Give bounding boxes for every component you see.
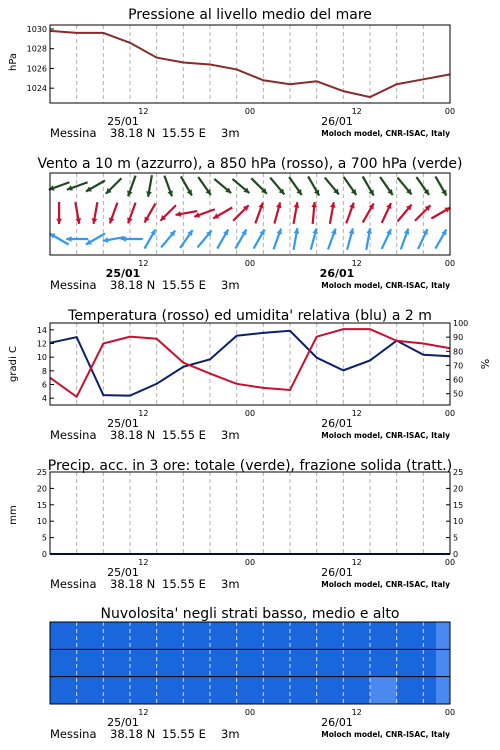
wind-arrow: [274, 229, 282, 250]
wind-arrow: [160, 205, 176, 221]
wind-arrow: [75, 202, 81, 224]
cloud-cell: [157, 677, 184, 704]
wind-arrow: [232, 179, 249, 193]
model-credit: Moloch model, CNR-ISAC, Italy: [321, 431, 450, 440]
wind-arrow: [347, 228, 354, 249]
wind-arrow: [363, 203, 374, 222]
x-tick-label: 00: [244, 558, 256, 567]
cloud-cell: [103, 649, 130, 676]
station-name: Messina: [50, 577, 97, 591]
station-lon: 15.55 E: [162, 727, 206, 741]
y2-tick-label: 50: [453, 389, 464, 399]
wind-arrow-head: [56, 219, 62, 224]
date-label: 25/01: [107, 716, 139, 729]
cloud-cell: [237, 622, 264, 649]
y2-tick-label: 100: [453, 319, 469, 328]
station-lat: 38.18 N: [110, 428, 156, 442]
x-tick-label: 00: [244, 259, 256, 268]
cloud-cell: [343, 649, 370, 676]
y2-tick-label: 70: [453, 361, 464, 371]
wind-arrow: [382, 203, 392, 223]
date-label: 26/01: [321, 566, 353, 579]
y-tick-label: 10: [36, 517, 47, 527]
wind-arrow: [109, 203, 117, 224]
wind-arrow: [344, 177, 357, 195]
wind-arrow: [49, 182, 70, 190]
y2-tick-label: 90: [453, 333, 464, 343]
date-label: 26/01: [321, 417, 353, 430]
x-tick-label: 12: [351, 259, 362, 268]
wind-arrow: [363, 176, 374, 195]
station-lon: 15.55 E: [162, 126, 206, 140]
date-label: 26/01: [321, 115, 353, 128]
y-tick-label: 0: [41, 550, 47, 559]
wind-arrow: [181, 176, 192, 195]
wind-arrow: [401, 229, 409, 250]
cloud-cell: [397, 622, 424, 649]
y2-tick-label: 25: [453, 468, 464, 477]
y-tick-label: 5: [41, 533, 47, 543]
cloud-cell: [317, 649, 344, 676]
y-tick-label: 15: [36, 500, 47, 510]
station-lat: 38.18 N: [110, 278, 156, 292]
x-tick-label: 00: [244, 107, 256, 116]
x-tick-label: 00: [444, 558, 456, 567]
cloud-cell: [183, 649, 210, 676]
wind-arrow: [92, 202, 98, 224]
wind-arrow: [164, 176, 172, 197]
date-label: 25/01: [107, 417, 139, 430]
cloud-cell: [370, 677, 397, 704]
station-lon: 15.55 E: [162, 577, 206, 591]
wind-arrow-head: [311, 202, 317, 207]
cloud-cell: [210, 622, 237, 649]
pressure-line: [50, 31, 450, 97]
x-tick-label: 00: [444, 409, 456, 418]
cloud-cell: [77, 622, 104, 649]
cloud-cell: [370, 622, 397, 649]
y-tick-label: 25: [36, 468, 47, 477]
pressure-plot: [27, 25, 455, 116]
wind-arrow: [251, 178, 267, 194]
wind-arrow: [217, 229, 228, 248]
y-tick-label: 1030: [26, 24, 47, 34]
y-tick-label: 1024: [26, 84, 47, 94]
y-tick-label: 12: [36, 339, 47, 349]
wind-arrow: [415, 205, 431, 221]
cloud-cell: [436, 649, 450, 676]
wind-arrow: [274, 202, 281, 223]
model-credit: Moloch model, CNR-ISAC, Italy: [321, 580, 450, 589]
x-tick-label: 12: [351, 558, 362, 567]
cloud-cell: [317, 622, 344, 649]
x-tick-label: 12: [138, 259, 149, 268]
x-tick-label: 00: [244, 708, 256, 717]
date-label: 26/01: [319, 267, 355, 280]
station-name: Messina: [50, 126, 97, 140]
wind-arrow: [106, 178, 122, 194]
cloud-cell: [263, 649, 290, 676]
y2-tick-label: 80: [453, 347, 464, 357]
x-tick-label: 00: [444, 708, 456, 717]
y2-tick-label: 10: [453, 517, 464, 527]
wind-arrow: [435, 229, 446, 248]
station-lon: 15.55 E: [162, 428, 206, 442]
cloud-cell: [157, 622, 184, 649]
y-tick-label: 10: [36, 353, 47, 363]
wind-arrow: [127, 203, 135, 224]
y2-tick-label: 0: [453, 550, 459, 559]
x-tick-label: 12: [138, 708, 149, 717]
wind-arrow: [382, 229, 392, 249]
wind-arrow: [255, 203, 263, 224]
station-alt: 3m: [221, 727, 240, 741]
wind-arrow-head: [66, 236, 71, 242]
wind-arrow: [50, 234, 69, 245]
station-alt: 3m: [221, 126, 240, 140]
plot-frame: [50, 173, 450, 255]
cloud-plot: [50, 622, 455, 717]
wind-arrow: [145, 229, 156, 248]
wind-arrow: [435, 176, 446, 195]
precip-ylabel: mm: [8, 505, 19, 525]
wind-arrow: [397, 178, 411, 195]
temp-humidity-title: Temperatura (rosso) ed umidita' relativa (blu) a 2 m: [68, 308, 432, 324]
cloud-cell: [436, 622, 450, 649]
wind-arrow: [311, 202, 317, 224]
wind-arrow: [289, 177, 302, 195]
station-name: Messina: [50, 727, 97, 741]
station-alt: 3m: [221, 577, 240, 591]
x-tick-label: 00: [244, 409, 256, 418]
cloud-cell: [210, 649, 237, 676]
wind-arrow: [214, 179, 231, 193]
cloud-cell: [343, 677, 370, 704]
wind-arrow: [325, 178, 339, 195]
wind-arrow: [328, 229, 336, 250]
cloud-cell: [237, 649, 264, 676]
cloud-cell: [290, 649, 317, 676]
cloud-cell: [317, 677, 344, 704]
humidity-ylabel: %: [479, 358, 492, 370]
station-lon: 15.55 E: [162, 278, 206, 292]
plot-frame: [50, 25, 450, 103]
y-tick-label: 1028: [26, 44, 47, 54]
station-alt: 3m: [221, 278, 240, 292]
station-name: Messina: [50, 278, 97, 292]
y-tick-label: 6: [41, 380, 47, 390]
wind-arrow: [86, 181, 105, 192]
cloud-cell: [370, 649, 397, 676]
cloud-cell: [130, 622, 157, 649]
cloud-cell: [50, 622, 77, 649]
wind-arrow: [145, 203, 156, 222]
wind-arrow: [194, 209, 215, 217]
temp-ylabel: gradi C: [8, 346, 19, 382]
wind-arrow: [86, 234, 105, 245]
cloud-cell: [343, 622, 370, 649]
y-tick-label: 8: [41, 366, 47, 376]
y2-tick-label: 20: [453, 484, 464, 494]
x-tick-label: 12: [138, 409, 149, 418]
wind-arrow: [431, 208, 450, 219]
cloud-title: Nuvolosita' negli strati basso, medio e alto: [100, 606, 400, 622]
wind-arrow: [180, 230, 193, 248]
pressure-title: Pressione al livello medio del mare: [128, 7, 372, 23]
wind-arrow: [270, 178, 284, 195]
wind-arrow: [330, 202, 336, 224]
wind-arrow: [308, 176, 319, 195]
y-tick-label: 14: [36, 325, 47, 335]
precip-plot: [37, 468, 463, 567]
wind-arrow: [198, 177, 211, 195]
wind-arrow: [66, 236, 88, 242]
cloud-cell: [290, 677, 317, 704]
precip-title: Precip. acc. in 3 ore: totale (verde), frazione solida (tratt.): [47, 458, 453, 474]
temperature-line: [50, 329, 450, 397]
wind-arrow: [346, 203, 354, 224]
y2-tick-label: 5: [453, 533, 459, 543]
x-tick-label: 12: [351, 107, 362, 116]
cloud-cell: [290, 622, 317, 649]
station-lat: 38.18 N: [110, 727, 156, 741]
cloud-cell: [157, 649, 184, 676]
cloud-cell: [183, 677, 210, 704]
wind-arrow: [294, 202, 300, 224]
wind-arrow: [197, 231, 211, 248]
wind-arrow: [233, 205, 249, 221]
x-tick-label: 00: [444, 259, 456, 268]
wind-arrow: [161, 231, 175, 248]
cloud-cell: [130, 677, 157, 704]
temp-humidity-plot: [37, 319, 468, 418]
cloud-cell: [50, 649, 77, 676]
wind-title: Vento a 10 m (azzurro), a 850 hPa (rosso), a 700 hPa (verde): [37, 156, 463, 172]
cloud-cell: [436, 677, 450, 704]
y2-tick-label: 15: [453, 500, 464, 510]
model-credit: Moloch model, CNR-ISAC, Italy: [321, 129, 450, 138]
wind-arrow: [127, 176, 135, 197]
wind-arrow: [294, 228, 300, 250]
model-credit: Moloch model, CNR-ISAC, Italy: [321, 281, 450, 290]
x-tick-label: 12: [351, 409, 362, 418]
y-tick-label: 20: [36, 484, 47, 494]
station-alt: 3m: [221, 428, 240, 442]
x-tick-label: 12: [138, 107, 149, 116]
y-tick-label: 1026: [26, 64, 47, 74]
wind-arrow: [366, 228, 372, 250]
cloud-cell: [397, 677, 424, 704]
station-lat: 38.18 N: [110, 577, 156, 591]
model-credit: Moloch model, CNR-ISAC, Italy: [321, 730, 450, 739]
date-label: 25/01: [107, 566, 139, 579]
wind-plot: [49, 173, 455, 268]
x-tick-label: 12: [138, 558, 149, 567]
cloud-cell: [237, 677, 264, 704]
station-name: Messina: [50, 428, 97, 442]
cloud-cell: [50, 677, 77, 704]
wind-arrow: [56, 202, 62, 224]
cloud-cell: [77, 649, 104, 676]
date-label: 26/01: [321, 716, 353, 729]
cloud-cell: [130, 649, 157, 676]
date-label: 25/01: [107, 115, 139, 128]
wind-arrow: [380, 177, 393, 195]
cloud-cell: [103, 622, 130, 649]
cloud-cell: [103, 677, 130, 704]
wind-arrow: [397, 205, 411, 222]
plot-frame: [50, 472, 450, 554]
y-tick-label: 4: [41, 394, 47, 404]
cloud-cell: [263, 677, 290, 704]
cloud-cell: [263, 622, 290, 649]
cloud-cell: [183, 622, 210, 649]
wind-arrow: [146, 175, 152, 197]
x-tick-label: 12: [351, 708, 362, 717]
cloud-cell: [77, 677, 104, 704]
x-tick-label: 00: [444, 107, 456, 116]
date-label: 25/01: [105, 267, 141, 280]
station-lat: 38.18 N: [110, 126, 156, 140]
wind-arrow: [213, 208, 232, 219]
cloud-cell: [397, 649, 424, 676]
cloud-cell: [210, 677, 237, 704]
wind-arrow: [416, 177, 429, 195]
wind-arrow: [67, 182, 88, 190]
y2-tick-label: 60: [453, 375, 464, 385]
pressure-ylabel: hPa: [8, 52, 19, 72]
